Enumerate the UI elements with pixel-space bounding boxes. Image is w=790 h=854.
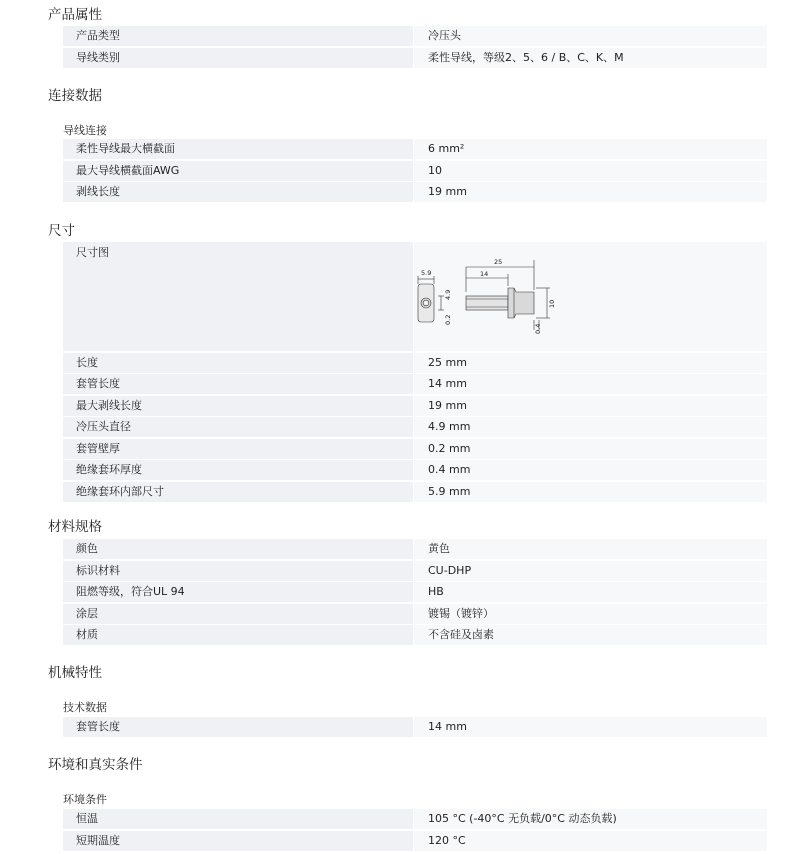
dim-label-4-9: 4.9 <box>444 289 452 300</box>
table-row <box>63 625 767 645</box>
section-title-material-specs: 材料规格 <box>48 519 102 535</box>
row-value: 黄色 <box>414 539 767 559</box>
subsection-title-environment: 环境条件 <box>63 793 107 806</box>
material-specs-table <box>63 539 767 647</box>
section-title-connection-data: 连接数据 <box>48 88 102 104</box>
row-key: 绝缘套环内部尺寸 <box>63 482 413 502</box>
section-title-product-properties: 产品属性 <box>48 7 102 23</box>
table-row <box>63 439 767 459</box>
table-row <box>63 460 767 480</box>
table-row <box>63 539 767 559</box>
table-row <box>63 48 767 68</box>
row-value: 19 mm <box>414 396 767 416</box>
row-key: 恒温 <box>63 809 413 829</box>
row-key: 导线类别 <box>63 48 413 68</box>
product-properties-table <box>63 26 767 69</box>
table-row <box>63 482 767 502</box>
row-value: 不含硅及卤素 <box>414 625 767 645</box>
table-row <box>63 604 767 624</box>
dimensions-table <box>63 242 767 503</box>
row-value: 14 mm <box>414 374 767 394</box>
environment-table <box>63 809 767 852</box>
row-key: 最大导线横截面AWG <box>63 161 413 181</box>
row-key: 涂层 <box>63 604 413 624</box>
row-key: 最大剥线长度 <box>63 396 413 416</box>
table-row <box>63 561 767 581</box>
ferrule-dimension-drawing <box>414 242 767 351</box>
row-value: 6 mm² <box>414 139 767 159</box>
table-row <box>63 417 767 437</box>
table-row <box>63 582 767 602</box>
row-value: 4.9 mm <box>414 417 767 437</box>
table-row <box>63 396 767 416</box>
section-title-dimensions: 尺寸 <box>48 223 75 239</box>
dim-label-0-4: 0.4 <box>534 323 542 334</box>
row-key: 短期温度 <box>63 831 413 851</box>
table-row <box>63 374 767 394</box>
row-value: 5.9 mm <box>414 482 767 502</box>
subsection-title-wire-connection: 导线连接 <box>63 124 107 137</box>
table-row <box>63 161 767 181</box>
table-row <box>63 353 767 373</box>
dimension-drawing <box>414 242 767 351</box>
row-key: 材质 <box>63 625 413 645</box>
row-key: 长度 <box>63 353 413 373</box>
row-key: 冷压头直径 <box>63 417 413 437</box>
row-value: 14 mm <box>414 717 767 737</box>
row-key: 套管长度 <box>63 717 413 737</box>
row-value: 0.4 mm <box>414 460 767 480</box>
dimension-drawing-row <box>63 242 767 351</box>
dim-label-10: 10 <box>548 299 556 308</box>
row-value: 10 <box>414 161 767 181</box>
subsection-title-technical-data: 技术数据 <box>63 701 107 714</box>
row-key: 产品类型 <box>63 26 413 46</box>
row-key: 柔性导线最大横截面 <box>63 139 413 159</box>
table-row <box>63 139 767 159</box>
mechanical-table <box>63 717 767 739</box>
row-value: CU-DHP <box>414 561 767 581</box>
row-value: 柔性导线，等级2、5、6 / B、C、K、M <box>414 48 767 68</box>
row-key: 标识材料 <box>63 561 413 581</box>
dim-label-25: 25 <box>494 258 503 266</box>
table-row <box>63 717 767 737</box>
row-value: HB <box>414 582 767 602</box>
dim-label-14: 14 <box>480 270 489 278</box>
row-key: 套管长度 <box>63 374 413 394</box>
dim-label-5-9: 5.9 <box>421 269 432 277</box>
table-row <box>63 831 767 851</box>
section-title-environmental-conditions: 环境和真实条件 <box>48 757 143 773</box>
dim-label-0-2: 0.2 <box>444 314 452 325</box>
row-key: 绝缘套环厚度 <box>63 460 413 480</box>
row-value: 120 °C <box>414 831 767 851</box>
row-key: 阻燃等级，符合UL 94 <box>63 582 413 602</box>
table-row <box>63 182 767 202</box>
row-key: 颜色 <box>63 539 413 559</box>
row-value: 冷压头 <box>414 26 767 46</box>
section-title-mechanical-properties: 机械特性 <box>48 665 102 681</box>
row-key: 剥线长度 <box>63 182 413 202</box>
table-row <box>63 26 767 46</box>
connection-data-table <box>63 139 767 204</box>
row-key: 尺寸图 <box>63 242 413 351</box>
table-row <box>63 809 767 829</box>
row-value: 105 °C (-40°C 无负载/0°C 动态负载) <box>414 809 767 829</box>
row-value: 镀锡（镀锌） <box>414 604 767 624</box>
row-value: 19 mm <box>414 182 767 202</box>
row-key: 套管壁厚 <box>63 439 413 459</box>
row-value: 0.2 mm <box>414 439 767 459</box>
row-value: 25 mm <box>414 353 767 373</box>
